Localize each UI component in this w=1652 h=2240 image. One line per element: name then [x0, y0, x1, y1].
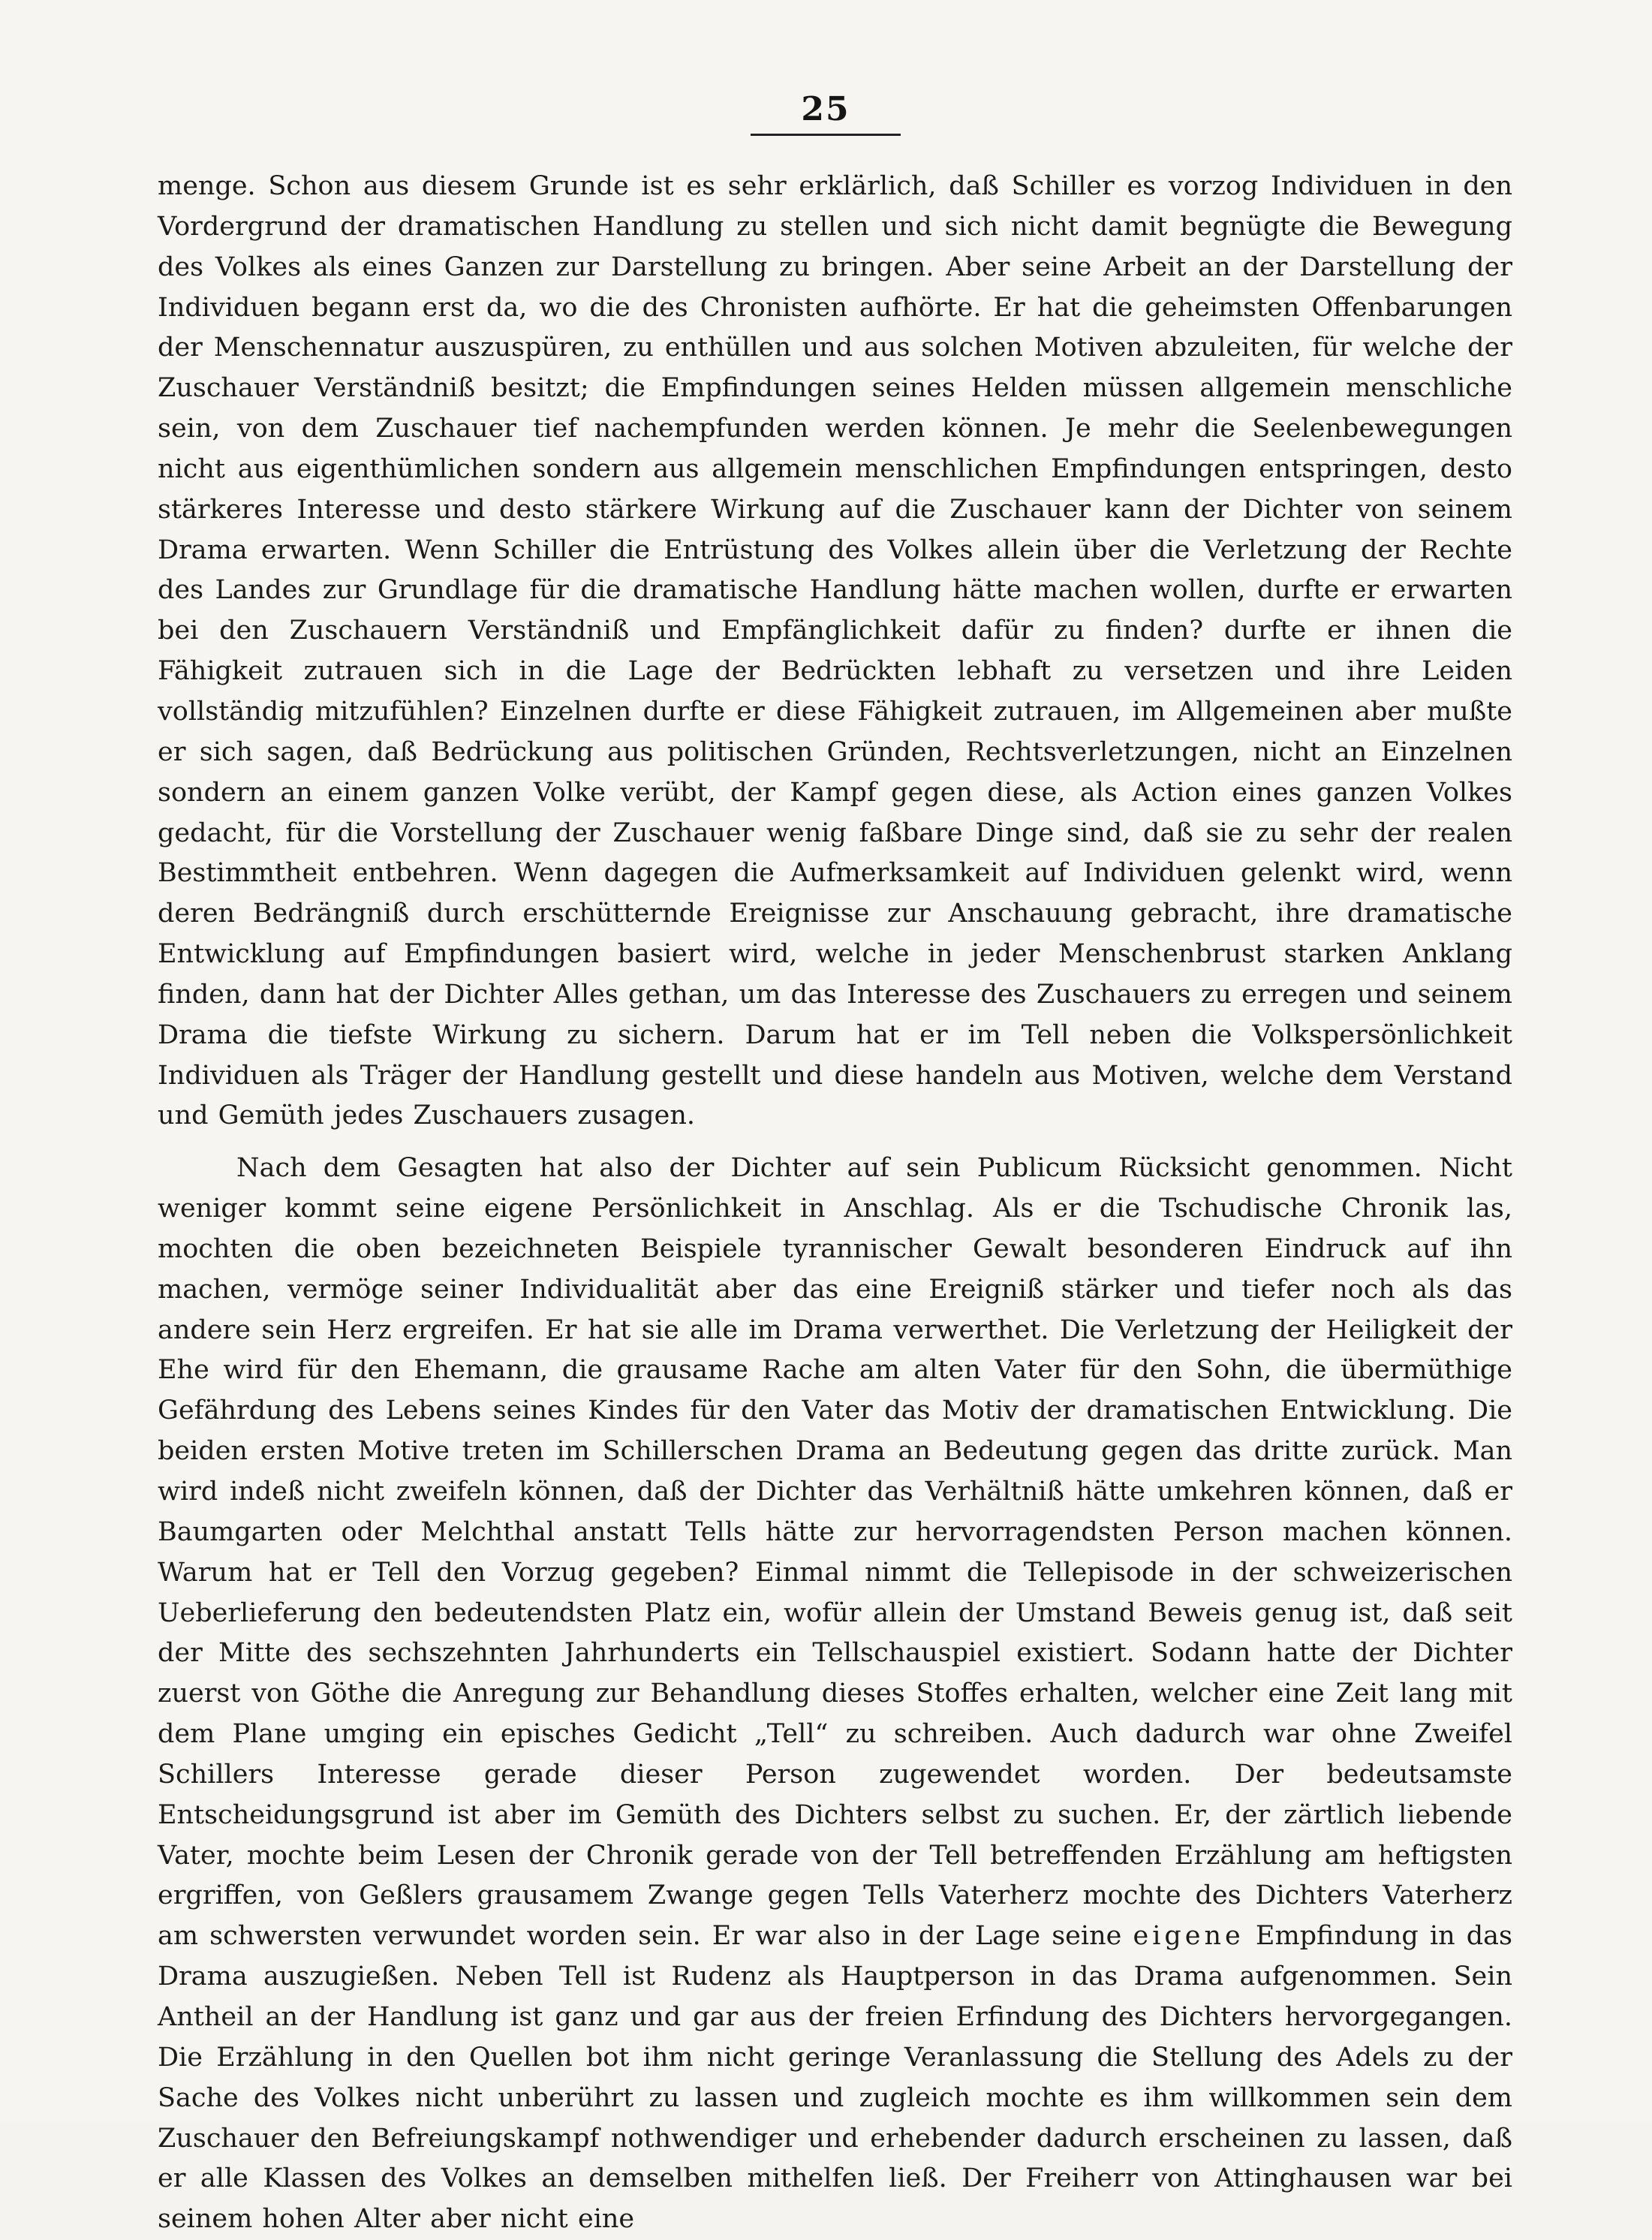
paragraph-2-text-before: Nach dem Gesagten hat also der Dichter auf sein Publicum Rücksicht genommen. Nicht weniger kommt seine eigene Persönlichkeit in Anschlag. Als er die Tschudische Chronik las, mochten die oben bezeichneten Beispiele tyrannischer Gewalt besonderen Eindruck auf ihn machen, vermöge seiner Individualität aber das eine Ereigniß stärker und tiefer noch als das andere sein Herz ergreifen. Er hat sie alle im Drama verwerthet. Die Verletzung der Heiligkeit der Ehe wird für den Ehemann, die grausame Rache am alten Vater für den Sohn, die übermüthige Gefährdung des Lebens seines Kindes für den Vater das Motiv der dramatischen Entwicklung. Die beiden ersten Motive treten im Schillerschen Drama an Bedeutung gegen das dritte zurück. Man wird indeß nicht zweifeln können, daß der Dichter das Verhältniß hätte umkehren können, daß er Baumgarten oder Melchthal anstatt Tells hätte zur hervorragendsten Person machen können. Warum hat er Tell den Vorzug gegeben? Einmal nimmt die Tellepisode in der schweizerischen Ueberlieferung den bedeutendsten Platz ein, wofür allein der Umstand Beweis genug ist, daß seit der Mitte des sechszehnten Jahrhunderts ein Tellschauspiel existiert. Sodann hatte der Dichter zuerst von Göthe die Anregung zur Behandlung dieses Stoffes erhalten, welcher eine Zeit lang mit dem Plane umging ein episches Gedicht „Tell“ zu schreiben. Auch dadurch war ohne Zweifel Schillers Interesse gerade dieser Person zugewendet worden. Der bedeutsamste Entscheidungsgrund ist aber im Gemüth des Dichters selbst zu suchen. Er, der zärtlich liebende Vater, mochte beim Lesen der Chronik gerade von der Tell betreffenden Erzählung am heftigsten ergriffen, von Geßlers grausamem Zwange gegen Tells Vaterherz mochte des Dichters Vaterherz am schwersten verwundet worden sein. Er war also in der Lage seine [158, 1153, 1512, 1952]
paragraph-2-text-after: Empfindung in das Drama auszugießen. Neben Tell ist Rudenz als Hauptperson in das Drama aufgenommen. Sein Antheil an der Handlung ist ganz und gar aus der freien Erfindung des Dichters hervorgegangen. Die Erzählung in den Quellen bot ihm nicht geringe Veranlassung die Stellung des Adels zu der Sache des Volkes nicht unberührt zu lassen und zugleich mochte es ihm willkommen sein dem Zuschauer den Befreiungskampf nothwendiger und erhebender dadurch erscheinen zu lassen, daß er alle Klassen des Volkes an demselben mithelfen ließ. Der Freiherr von Attinghausen war bei seinem hohen Alter aber nicht eine [158, 1921, 1513, 2235]
header-rule [751, 134, 901, 136]
emphasized-word: eigene [1133, 1921, 1244, 1952]
page-number: 25 [801, 90, 850, 128]
paragraph-2 [158, 1149, 1512, 2240]
body-text [158, 167, 1512, 2240]
paragraph-1: menge. Schon aus diesem Grunde ist es sehr erklärlich, daß Schiller es vorzog Individuen in den Vordergrund der dramatischen Handlung zu stellen und sich nicht damit begnügte die Bewegung des Volkes als eines Ganzen zur Darstellung zu bringen. Aber seine Arbeit an der Darstellung der Individuen begann erst da, wo die des Chronisten aufhörte. Er hat die geheimsten Offenbarungen der Menschennatur auszuspüren, zu enthüllen und aus solchen Motiven abzuleiten, für welche der Zuschauer Verständniß besitzt; die Empfindungen seines Helden müssen allgemein menschliche sein, von dem Zuschauer tief nachempfunden werden können. Je mehr die Seelenbewegungen nicht aus eigenthümlichen sondern aus allgemein menschlichen Empfindungen entspringen, desto stärkeres Interesse und desto stärkere Wirkung auf die Zuschauer kann der Dichter von seinem Drama erwarten. Wenn Schiller die Entrüstung des Volkes allein über die Verletzung der Rechte des Landes zur Grundlage für die dramatische Handlung hätte machen wollen, durfte er erwarten bei den Zuschauern Verständniß und Empfänglichkeit dafür zu finden? durfte er ihnen die Fähigkeit zutrauen sich in die Lage der Bedrückten lebhaft zu versetzen und ihre Leiden vollständig mitzufühlen? Einzelnen durfte er diese Fähigkeit zutrauen, im Allgemeinen aber mußte er sich sagen, daß Bedrückung aus politischen Gründen, Rechtsverletzungen, nicht an Einzelnen sondern an einem ganzen Volke verübt, der Kampf gegen diese, als Action eines ganzen Volkes gedacht, für die Vorstellung der Zuschauer wenig faßbare Dinge sind, daß sie zu sehr der realen Bestimmtheit entbehren. Wenn dagegen die Aufmerksamkeit auf Individuen gelenkt wird, wenn deren Bedrängniß durch erschütternde Ereignisse zur Anschauung gebracht, ihre dramatische Entwicklung auf Empfindungen basiert wird, welche in jeder Menschenbrust starken Anklang finden, dann hat der Dichter Alles gethan, um das Interesse des Zuschauers zu erregen und seinem Drama die tiefste Wirkung zu sichern. Darum hat er im Tell neben die Volkspersönlichkeit Individuen als Träger der Handlung gestellt und diese handeln aus Motiven, welche dem Verstand und Gemüth jedes Zuschauers zusagen. [158, 171, 1512, 1131]
